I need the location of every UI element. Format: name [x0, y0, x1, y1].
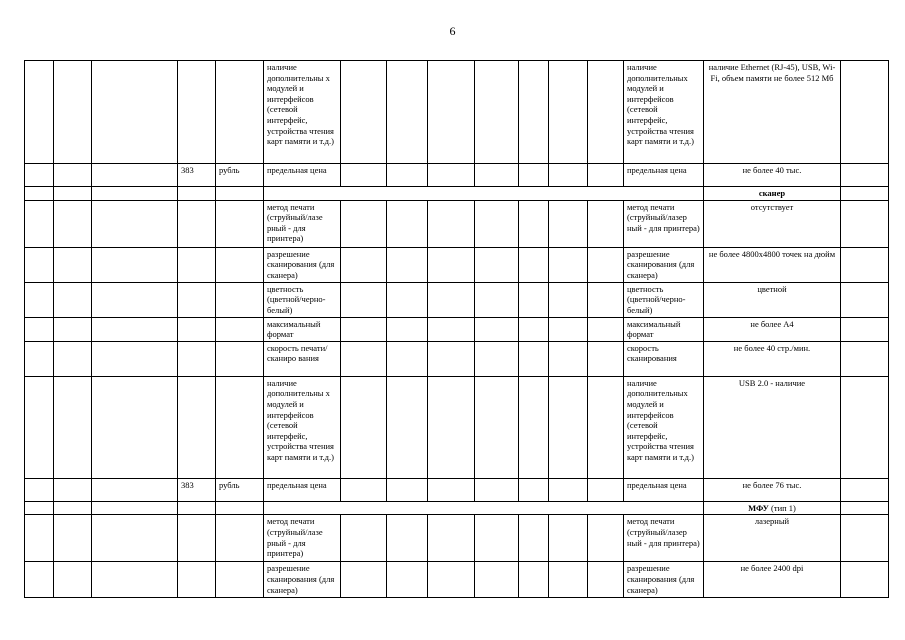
section-header-suffix: (тип 1): [771, 502, 796, 513]
value-cell: не более 40 тыс.: [704, 164, 841, 187]
section-header: сканер: [704, 187, 841, 201]
table-row: [25, 501, 889, 515]
table-row: [25, 341, 889, 376]
characteristic-cell: максимальный формат: [624, 317, 704, 341]
table-row: [25, 247, 889, 282]
value-cell: отсутствует: [704, 200, 841, 247]
page-number: 6: [449, 24, 456, 38]
code-cell: 383: [178, 164, 216, 187]
characteristic-cell: предельная цена: [624, 164, 704, 187]
characteristic-cell: наличие дополнительны х модулей и интерфейсов (сетевой интерфейс, устройства чтения карт памяти и т.д.): [264, 61, 341, 164]
characteristic-cell: метод печати (струйный/лазер ный - для принтера): [624, 515, 704, 562]
unit-cell: рубль: [216, 478, 264, 501]
characteristic-cell: метод печати (струйный/лазе рный - для принтера): [264, 200, 341, 247]
characteristic-cell: цветность (цветной/черно-белый): [624, 282, 704, 317]
section-header: [704, 501, 841, 515]
unit-cell: рубль: [216, 164, 264, 187]
table-row: [25, 515, 889, 562]
characteristic-cell: разрешение сканирования (для сканера): [264, 247, 341, 282]
value-cell: не более 2400 dpi: [704, 562, 841, 598]
section-header-title: МФУ: [748, 502, 769, 513]
characteristic-cell: разрешение сканирования (для сканера): [624, 562, 704, 598]
characteristic-cell: скорость сканирования: [624, 341, 704, 376]
specification-table: [24, 60, 889, 598]
characteristic-cell: разрешение сканирования (для сканера): [624, 247, 704, 282]
table-row: [25, 317, 889, 341]
table-row: [25, 478, 889, 501]
characteristic-cell: наличие дополнительных модулей и интерфейсов (сетевой интерфейс, устройства чтения карт памяти и т.д.): [624, 61, 704, 164]
characteristic-cell: предельная цена: [624, 478, 704, 501]
characteristic-cell: максимальный формат: [264, 317, 341, 341]
value-cell: не более А4: [704, 317, 841, 341]
table-row: [25, 164, 889, 187]
value-cell: не более 76 тыс.: [704, 478, 841, 501]
characteristic-cell: разрешение сканирования (для сканера): [264, 562, 341, 598]
table-row: [25, 187, 889, 201]
characteristic-cell: предельная цена: [264, 478, 341, 501]
table-row: [25, 562, 889, 598]
characteristic-cell: скорость печати/сканиро вания: [264, 341, 341, 376]
value-cell: USB 2.0 - наличие: [704, 376, 841, 478]
table-row: [25, 61, 889, 164]
characteristic-cell: наличие дополнительны х модулей и интерфейсов (сетевой интерфейс, устройства чтения карт памяти и т.д.): [264, 376, 341, 478]
value-cell: лазерный: [704, 515, 841, 562]
characteristic-cell: метод печати (струйный/лазер ный - для принтера): [624, 200, 704, 247]
characteristic-cell: цветность (цветной/черно-белый): [264, 282, 341, 317]
table-row: [25, 282, 889, 317]
table-row: [25, 376, 889, 478]
value-cell: наличие Ethernet (RJ-45), USB, Wi-Fi, объем памяти не более 512 Мб: [704, 61, 841, 164]
value-cell: не более 40 стр./мин.: [704, 341, 841, 376]
table-row: [25, 200, 889, 247]
characteristic-cell: наличие дополнительных модулей и интерфейсов (сетевой интерфейс, устройства чтения карт памяти и т.д.): [624, 376, 704, 478]
code-cell: 383: [178, 478, 216, 501]
value-cell: цветной: [704, 282, 841, 317]
value-cell: не более 4800х4800 точек на дюйм: [704, 247, 841, 282]
characteristic-cell: предельная цена: [264, 164, 341, 187]
characteristic-cell: метод печати (струйный/лазе рный - для принтера): [264, 515, 341, 562]
